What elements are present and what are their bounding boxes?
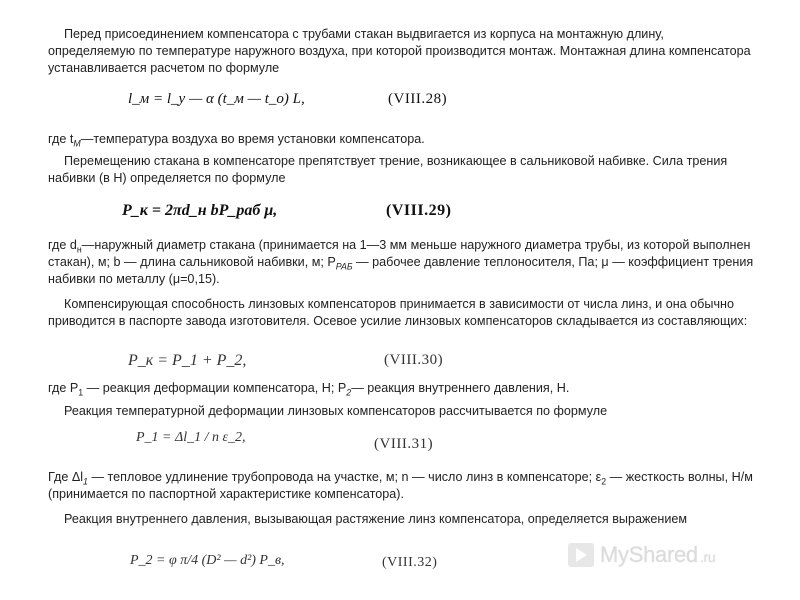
paragraph-mounting-length [48, 26, 754, 77]
paragraph-text: Перед присоединением компенсатора с трубами стакан выдвигается из корпуса на монтажную длину, определяемую по температуре наружного воздуха, при которой производится монтаж. Монтажная длина компенсатора устанавливается расчетом по формуле [48, 27, 751, 75]
formula-viii-28 [128, 91, 305, 108]
watermark-text: MyShared .ru [600, 542, 716, 567]
paragraph-p1-p2-definition: где $P_1$ — реакция деформации компенсатора, Н; $P_2—$ реакция внутреннего давления, Н. [48, 381, 570, 398]
paragraph-tm-definition: где $t_М—температура$ воздуха во время установки компенсатора. [48, 132, 425, 149]
formula-number-viii-29: (VIII.29) [386, 202, 452, 219]
formula-viii-29 [122, 202, 277, 220]
formula-text: P_1 = Δl_1 / n ε_2, [136, 430, 246, 445]
paragraph-dn-definition: где $d_н—наружный$ диаметр стакана (принимается на 1—3 мм меньше наружного диаметра трубы, из которой выполнен стакан), м; b — длина сальниковой набивки, м; $P_{РАБ}$ — рабочее давление теплоносителя, Па; μ — коэффициент трения набивки по металлу (μ=0,15). [48, 238, 754, 286]
paragraph-delta-l-definition: Где $\Delta l_1$ — тепловое удлинение трубопровода на участке, м; n — число линз в компенсаторе; $\varepsilon_2$ — жесткость волны, Н/м (принимается по паспортной характеристике компенсатора). [48, 470, 753, 501]
formula-number-viii-28: (VIII.28) [388, 91, 448, 107]
paragraph-pressure-reaction: Реакция внутреннего давления, вызывающая растяжение линз компенсатора, определяется выражением [64, 512, 688, 526]
paragraph-lens-compensators: Компенсирующая способность линзовых компенсаторов принимается в зависимости от числа линз, и она обычно приводится в паспорте завода изготовителя. Осевое усилие линзовых компенсаторов складывается из составляющих: [48, 297, 748, 328]
formula-viii-32 [130, 553, 285, 569]
formula-number-viii-30: (VIII.30) [384, 352, 444, 368]
paragraph-thermal-reaction: Реакция температурной деформации линзовых компенсаторов рассчитывается по формуле [64, 404, 608, 418]
myshared-watermark [568, 541, 715, 569]
formula-viii-30 [128, 352, 246, 370]
formula-number-viii-31: (VIII.31) [374, 436, 434, 452]
paragraph-friction-force: Перемещению стакана в компенсаторе препятствует трение, возникающее в сальниковой набивке. Сила трения набивки (в Н) определяется по формуле [48, 154, 728, 185]
formula-text: P_к = P_1 + P_2, [128, 352, 247, 369]
formula-text: l_м = l_у — α (t_м — t_о) L, [128, 91, 305, 107]
formula-number-viii-32: (VIII.32) [382, 555, 438, 570]
play-logo-icon [568, 543, 594, 567]
formula-viii-31 [136, 430, 246, 446]
formula-text: P_2 = φ π/4 (D² — d²) P_в, [130, 553, 285, 568]
formula-text: P_к = 2πd_н bP_раб μ, [122, 202, 278, 219]
